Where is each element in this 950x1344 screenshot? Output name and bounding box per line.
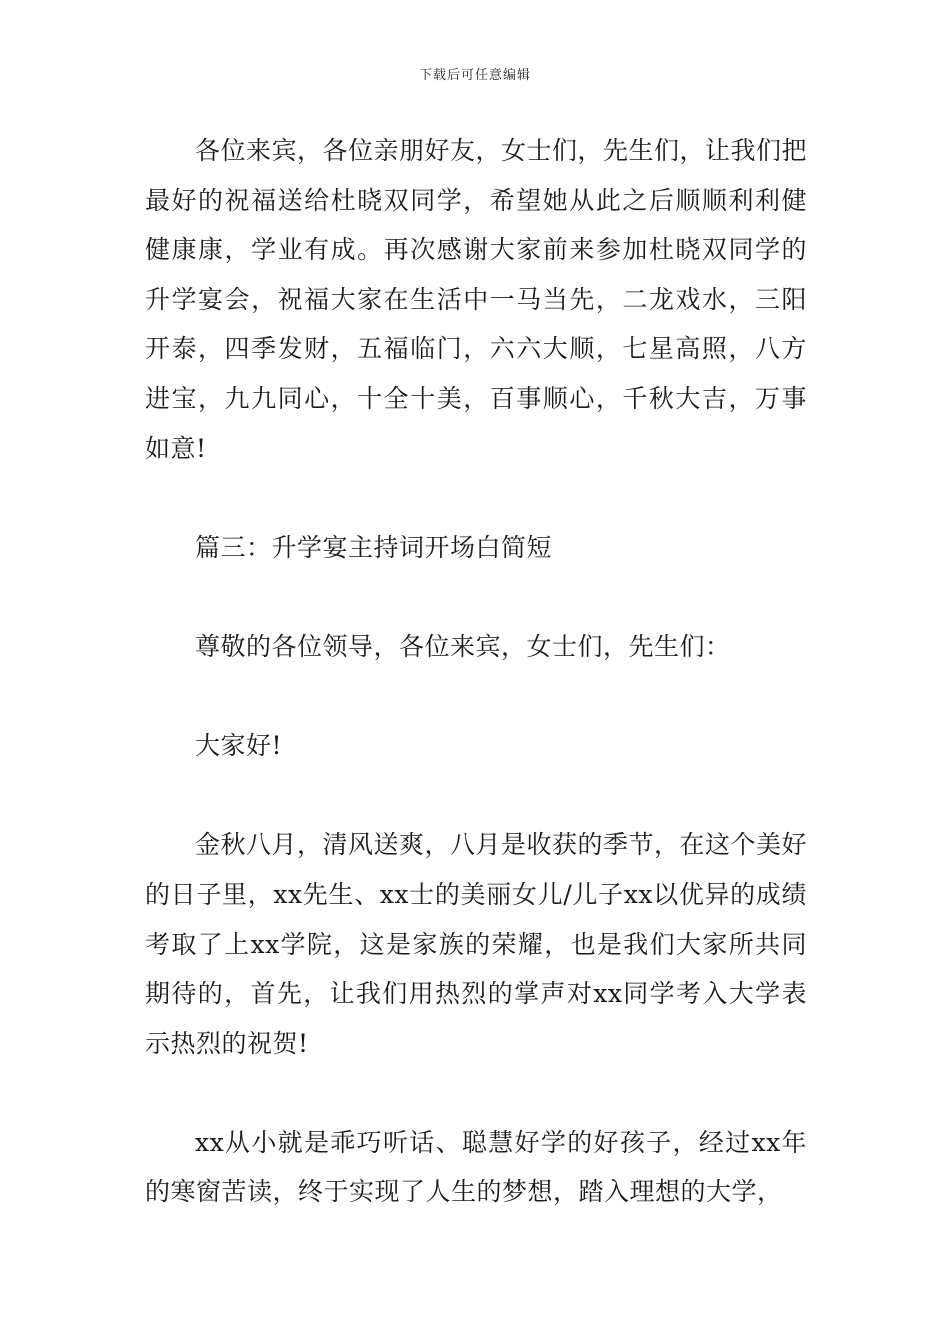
paragraph-student-intro: xx从小就是乖巧听话、聪慧好学的好孩子，经过xx年的寒窗苦读，终于实现了人生的梦想，踏入理想的大学， bbox=[145, 1127, 807, 1207]
section-heading: 篇三：升学宴主持词开场白简短 bbox=[195, 532, 553, 562]
paragraph-gap bbox=[145, 672, 807, 722]
document-body bbox=[145, 126, 807, 1217]
paragraph-opening: 金秋八月，清风送爽，八月是收获的季节，在这个美好的日子里，xx先生、xx士的美丽女儿/儿子xx以优异的成绩考取了上xx学院，这是家族的荣耀，也是我们大家所共同期待的，首先，让我们用热烈的掌声对xx同学考入大学表示热烈的祝贺! bbox=[145, 830, 808, 1058]
paragraph-gap bbox=[145, 572, 807, 622]
paragraph-gap bbox=[145, 473, 807, 523]
paragraph-closing-blessing: 各位来宾，各位亲朋好友，女士们，先生们，让我们把最好的祝福送给杜晓双同学，希望她从此之后顺顺利利健健康康，学业有成。再次感谢大家前来参加杜晓双同学的升学宴会，祝福大家在生活中一马当先，二龙戏水，三阳开泰，四季发财，五福临门，六六大顺，七星高照，八方进宝，九九同心，十全十美，百事顺心，千秋大吉，万事如意! bbox=[145, 136, 808, 463]
page-header: 下载后可任意编辑 bbox=[418, 68, 531, 83]
paragraph-gap bbox=[145, 771, 807, 821]
paragraph-gap bbox=[145, 1068, 807, 1118]
paragraph-salutation: 尊敬的各位领导，各位来宾，女士们，先生们： bbox=[195, 631, 731, 661]
paragraph-greeting: 大家好! bbox=[195, 731, 283, 761]
